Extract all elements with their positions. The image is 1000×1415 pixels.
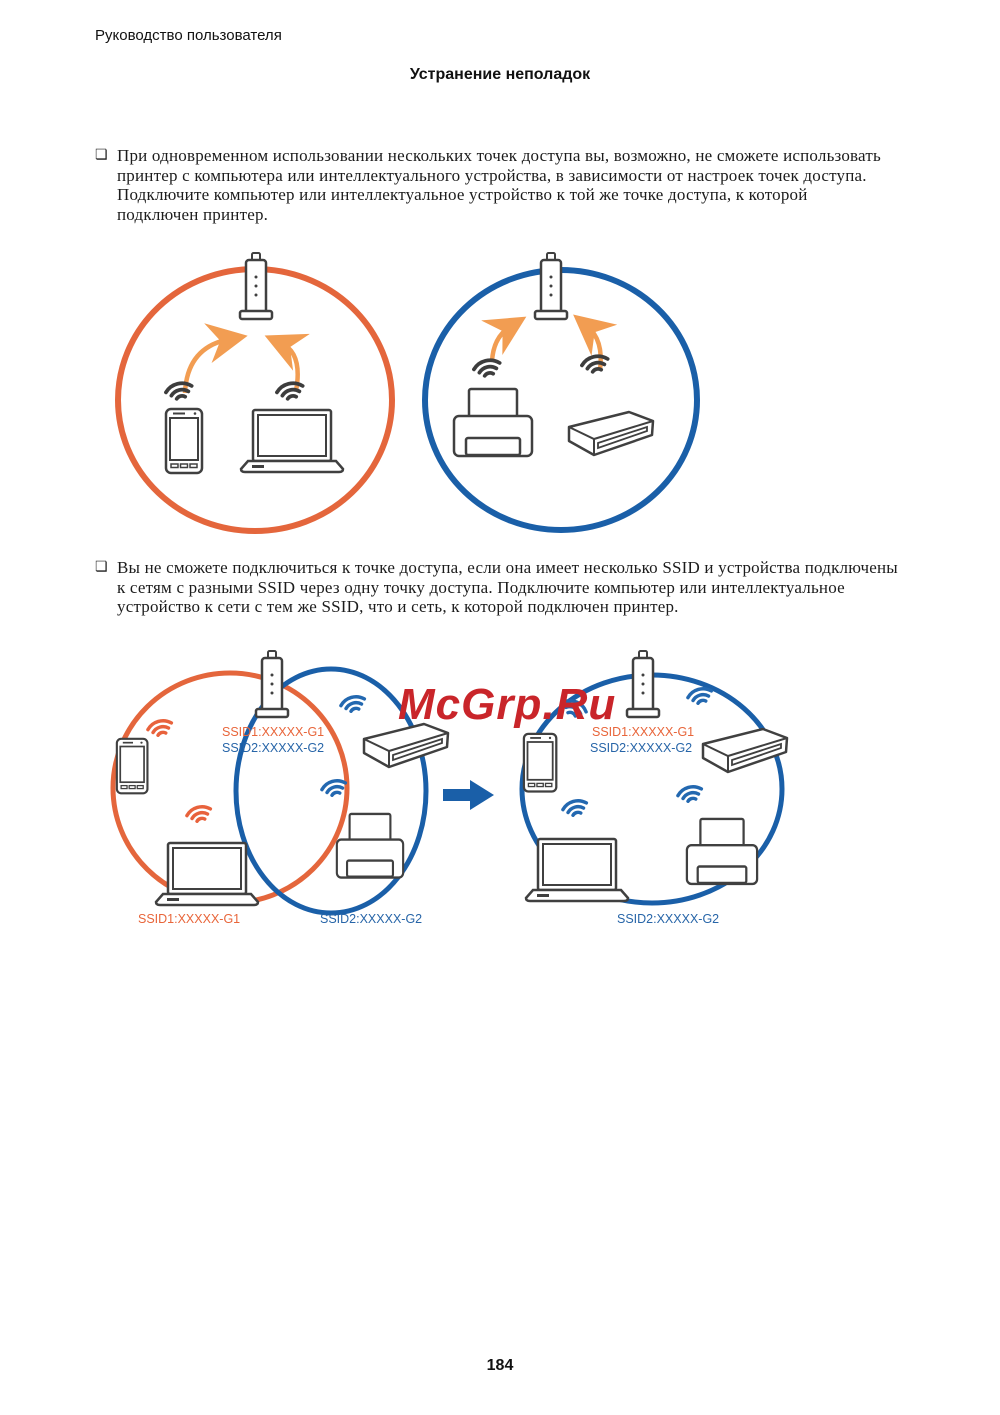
wifi-signal-icon: [562, 798, 589, 817]
ssid1-router-label: SSID1:XXXXX-G1: [222, 725, 325, 739]
wifi-signal-icon: [276, 381, 305, 401]
text-line: принтер с компьютера или интеллектуального устройства, в зависимости от настроек точек доступа.: [117, 165, 867, 185]
router-icon: [256, 651, 288, 717]
text-line: подключен принтер.: [117, 204, 269, 224]
ssid2-router-label: SSID2:XXXXX-G2: [222, 741, 325, 755]
wifi-signal-icon: [340, 694, 367, 713]
laptop-icon: [526, 839, 628, 901]
text-line: При одновременном использовании нескольких точек доступа вы, возможно, не сможете использовать: [117, 146, 881, 165]
bullet-paragraph-access-points: [95, 146, 935, 224]
paragraph-text: [117, 146, 935, 224]
wifi-signal-icon: [677, 784, 704, 803]
ssid2-router-label: SSID2:XXXXX-G2: [590, 741, 693, 755]
router-icon: [627, 651, 659, 717]
smartphone-icon: [117, 739, 148, 793]
ssid2-bottom-label: SSID2:XXXXX-G2: [617, 912, 720, 926]
bullet-paragraph-ssid: [95, 558, 935, 617]
scanner-icon: [364, 724, 448, 767]
wifi-signal-icon: [186, 804, 213, 823]
section-title: Устранение неполадок: [409, 66, 591, 83]
bullet-marker: ❏: [95, 148, 108, 163]
diagram-separate-access-points: [100, 245, 720, 545]
printer-icon: [337, 814, 403, 878]
wifi-signal-icon: [321, 778, 348, 797]
text-line: к сетям с разными SSID через одну точку доступа. Подключите компьютер или интеллектуальное: [117, 577, 845, 597]
ssid2-bottom-label: SSID2:XXXXX-G2: [320, 912, 423, 926]
wifi-signal-icon: [473, 358, 502, 378]
page-number: 184: [486, 1357, 514, 1374]
smartphone-icon: [166, 409, 202, 473]
bullet-marker: ❏: [95, 560, 108, 575]
paragraph-text: [117, 558, 935, 617]
router-icon: [535, 253, 567, 319]
wifi-signal-icon: [147, 718, 174, 737]
printer-icon: [687, 819, 757, 884]
text-line: устройство к сети с тем же SSID, что и сеть, к которой подключен принтер.: [117, 597, 679, 616]
site-watermark: McGrp.Ru: [398, 680, 617, 729]
wifi-signal-icon: [581, 354, 610, 374]
router-icon: [240, 253, 272, 319]
printer-icon: [454, 389, 532, 456]
ssid1-bottom-label: SSID1:XXXXX-G1: [138, 912, 241, 926]
wifi-signal-icon: [687, 686, 714, 705]
transition-arrow-icon: [443, 780, 494, 810]
laptop-icon: [241, 410, 343, 472]
wifi-signal-icon: [165, 381, 194, 401]
scanner-icon: [569, 412, 653, 455]
connection-arrow-icon: [492, 326, 511, 362]
smartphone-icon: [524, 734, 556, 792]
text-line: Подключите компьютер или интеллектуальное устройство к той же точке доступа, к которой: [117, 185, 808, 204]
text-line: Вы не сможете подключиться к точке доступа, если она имеет несколько SSID и устройства подключены: [117, 558, 898, 577]
laptop-icon: [156, 843, 258, 905]
scanner-icon: [703, 729, 787, 772]
document-header: Руководство пользователя: [95, 27, 282, 44]
ssid1-router-label: SSID1:XXXXX-G1: [592, 725, 695, 739]
